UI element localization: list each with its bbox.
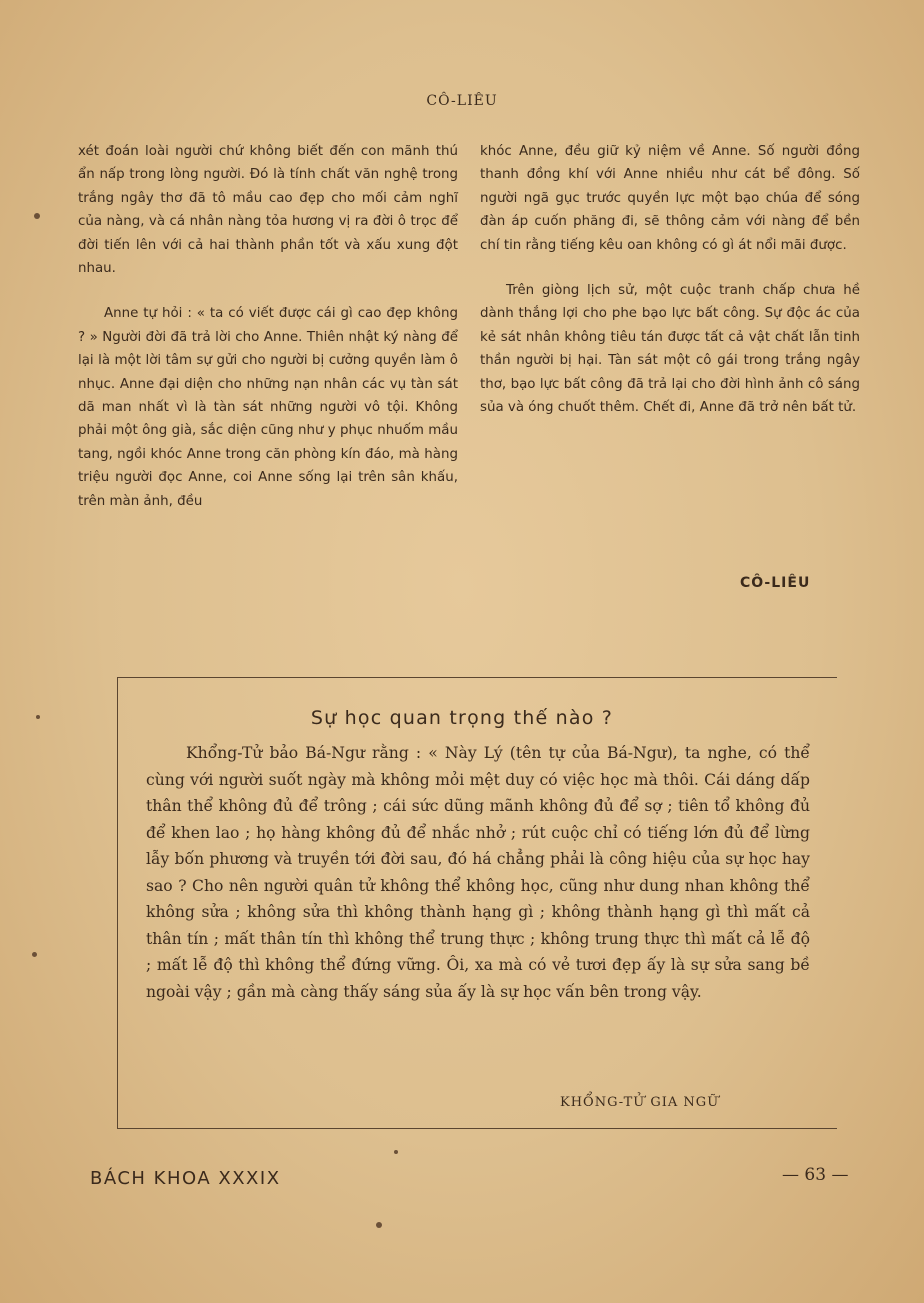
article-left-column xyxy=(78,140,458,535)
article-paragraph: xét đoán loài người chứ không biết đến con mãnh thú ẩn nấp trong lòng người. Đó là tính chất văn nghệ trong trắng ngây thơ đã tô mầu cao đẹp cho mối cảm nghĩ của nàng, và cá nhân nàng tỏa hương vị ra đời ô trọc để đời tiến lên với cả hai thành phần tốt và xấu xung đột nhau. xyxy=(78,144,458,277)
quote-box-title: Sự học quan trọng thế nào ? xyxy=(310,707,614,729)
paper-speck xyxy=(34,213,40,219)
quote-box-body: Khổng-Tử bảo Bá-Ngư rằng : « Này Lý (tên tự của Bá-Ngư), ta nghe, có thể cùng với người suốt ngày mà không mỏi mệt duy có việc học mà thôi. Cái dáng dấp thân thể không đủ để trông ; cái sức dũng mãnh không đủ để sợ ; tiên tổ không đủ để khen lao ; họ hàng không đủ để nhắc nhở ; rút cuộc chỉ có tiếng lớn đủ để lừng lẫy bốn phương và truyền tới đời sau, đó há chẳng phải là công hiệu của sự học hay sao ? Cho nên người quân tử không thể không học, cũng như dung nhan không thể không sửa ; không sửa thì không thành hạng gì ; không thành hạng gì thì mất cả thân tín ; mất thân tín thì không thể trung thực ; không trung thực thì mất cả lễ độ ; mất lễ độ thì không thể đứng vững. Ôi, xa mà có vẻ tươi đẹp ấy là sự sửa sang bề ngoài vậy ; gần mà càng thấy sáng sủa ấy là sự học vấn bên trong vậy. xyxy=(146,744,810,1001)
publication-name: BÁCH KHOA XXXIX xyxy=(90,1168,281,1189)
article-signature: CÔ-LIÊU xyxy=(740,575,811,591)
paper-speck xyxy=(376,1222,382,1228)
article-paragraph: khóc Anne, đều giữ kỷ niệm về Anne. Số người đồng thanh đồng khí với Anne nhiều như cát bể đông. Số người ngã gục trước quyền lực một bạo chúa để sóng đàn áp cuốn phăng đi, sẽ thông cảm với nàng để bền chí tin rằng tiếng kêu oan không có gì át nổi mãi được. xyxy=(480,144,860,253)
paper-speck xyxy=(394,1150,398,1154)
paper-speck xyxy=(36,715,40,719)
article-right-column xyxy=(480,140,860,441)
running-title: CÔ-LIÊU xyxy=(426,93,498,109)
paper-speck xyxy=(32,952,37,957)
quote-box-source: KHỔNG-TỬ GIA NGỮ xyxy=(560,1095,720,1110)
article-paragraph: Trên giòng lịch sử, một cuộc tranh chấp chưa hề dành thắng lợi cho phe bạo lực bất công. Sự độc ác của kẻ sát nhân không tiêu tán được tất cả vật chất lẫn tinh thần người bị hại. Tàn sát một cô gái trong trắng ngây thơ, bạo lực bất công đã trả lại cho đời hình ảnh cô sáng sủa và óng chuốt thêm. Chết đi, Anne đã trở nên bất tử. xyxy=(480,283,860,416)
page-number: — 63 — xyxy=(782,1165,849,1185)
article-paragraph: Anne tự hỏi : « ta có viết được cái gì cao đẹp không ? » Người đời đã trả lời cho Anne. Thiên nhật ký nàng để lại là một lời tâm sự gửi cho người bị cưởng quyền làm ô nhục. Anne đại diện cho những nạn nhân các vụ tàn sát dã man nhất vì là tàn sát những người vô tội. Không phải một ông già, sắc diện cũng như y phục nhuốm mầu tang, ngồi khóc Anne trong căn phòng kín đáo, mà hàng triệu người đọc Anne, coi Anne sống lại trên sân khấu, trên màn ảnh, đều xyxy=(78,306,458,509)
